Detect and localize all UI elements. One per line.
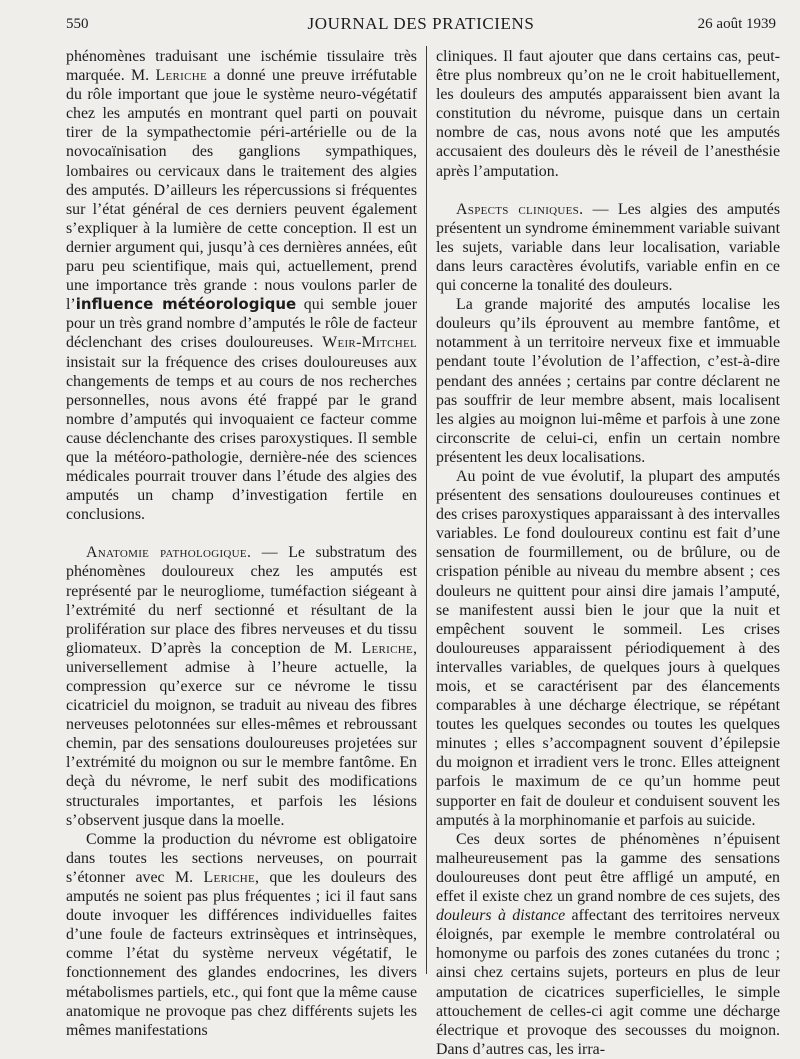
emphasis-distant-pain: douleurs à distance [436, 907, 566, 925]
page-number: 550 [66, 16, 89, 32]
right-column [436, 47, 781, 1058]
column-divider [426, 46, 427, 974]
paragraph-clinical-continuation: cliniques. Il faut ajouter que dans certains cas, peut-être plus nombreux qu’on ne le croit habituellement, les douleurs des amputés apparaissent bien avant la constitution du névrome, puisque dans un certain nombre de cas, nous avons noté que les amputés accusaient des douleurs dès le réveil de l’anesthésie après l’amputation. [436, 48, 780, 180]
emphasis-meteorological: influence météorologique [75, 295, 297, 314]
issue-date: 26 août 1939 [697, 16, 776, 32]
left-column [66, 47, 417, 1039]
section-heading-clinical: Aspects cliniques. [456, 200, 584, 218]
author-name: Weir-Mitchel [322, 334, 417, 352]
journal-title: JOURNAL DES PRATICIENS [307, 14, 535, 33]
paragraph-neuroma: Comme la production du névrome est obligatoire dans toutes les sections nerveuses, on pourrait s’étonner avec M. Leriche, que les douleurs des amputés ne soient pas plus fréquentes ; ici il faut sans doute invoquer les différences individuelles faites d’une foule de facteurs extrinsèques et intrinsèques, comme l’état du système nerveux végétatif, le fonctionnement des glandes endocrines, les divers métabolismes partiels, etc., qui font que la même cause anatomique ne provoque pas chez différents sujets les mêmes manifestations [66, 830, 417, 1039]
paragraph-localisation: La grande majorité des amputés localise les douleurs qu’ils éprouvent au membre fantôme, et notamment à un territoire nerveux fixe et immuable pendant toute l’évolution de l’affection, c’est-à-dire pendant des années ; certains par contre déclarent ne pas souffrir de leur membre absent, mais localisent les algies au moignon lui-même et parfois à une zone circonscrite de celui-ci, enfin un certain nombre présentent les deux localisations. [436, 296, 780, 466]
paragraph-clinical-aspects: Aspects cliniques. — Les algies des amputés présentent un syndrome éminemment variable suivant les sujets, variable dans leur localisation, variable dans leurs caractères évolutifs, variable enfin en ce qui concerne la tonalité des douleurs. [436, 200, 781, 295]
paragraph-pathology: Anatomie pathologique. — Le substratum des phénomènes douloureux chez les amputés est représenté par le neurogliome, tuméfaction siégeant à l’extrémité du nerf sectionné et résultant de la prolifération sur place des fibres nerveuses et du tissu gliomateux. D’après la conception de M. Leriche, universellement admise à l’heure actuelle, la compression qu’exerce sur ce névrome le tissu cicatriciel du moignon, se traduit au niveau des fibres nerveuses pelotonnées sur elles-mêmes et rebroussant chemin, par des sensations douloureuses projetées sur l’extrémité du moignon ou sur le membre fantôme. En deçà du névrome, le nerf subit des modifications structurales importantes, et parfois les lésions s’observent jusque dans la moelle. [66, 544, 417, 829]
paragraph-distant-pain: Ces deux sortes de phénomènes n’épuisent malheureusement pas la gamme des sensations douloureuses dont peut être affligé un amputé, en effet il existe chez un grand nombre de ces sujets, des douleurs à distance affectant des territoires nerveux éloignés, par exemple le membre controlatéral ou homonyme ou parfois des zones cutanées du tronc ; ainsi chez certains sujets, porteurs en plus de leur amputation de cicatrices superficielles, le simple attouchement de celles-ci agit comme une décharge électrique et provoque des secousses du moignon. Dans d’autres cas, les irra- [436, 830, 781, 1058]
running-header [66, 14, 776, 38]
author-name: Leriche [361, 639, 414, 657]
author-name: Leriche [203, 868, 255, 886]
paragraph-evolution: Au point de vue évolutif, la plupart des amputés présentent des sensations douloureuses continues et des crises paroxystiques apparaissant à des intervalles variables. Le fond douloureux continu est fait d’une sensation de fourmillement, ou de brûlure, ou de crispation pénible au niveau du membre absent ; ces douleurs ne quittent pour ainsi dire jamais l’amputé, se manifestent aussi bien le jour que la nuit et empêchent souvent le sommeil. Les crises douloureuses apparaissent périodiquement à des intervalles variables, de quelques jours à quelques mois, et se caractérisent par des élancements comparables à une décharge électrique, se répétant toutes les quelques secondes ou toutes les quelques minutes ; elles s’accompagnent souvent d’épilepsie du moignon et irradient vers le tronc. Elles atteignent parfois le maximum de ce qu’un homme peut supporter en fait de douleur et conduisent souvent les amputés à la morphinomanie et parfois au suicide. [436, 467, 780, 829]
author-name: Leriche [155, 67, 208, 85]
section-heading-pathology: Anatomie pathologique. [86, 544, 252, 562]
paragraph-ischemia: phénomènes traduisant une ischémie tissulaire très marquée. M. Leriche a donné une preuve irréfutable du rôle important que joue le système neuro-végétatif chez les amputés en montrant quel parti on pouvait tirer de la sympathectomie péri-artérielle ou de la novocaïnisation des ganglions sympathiques, lombaires ou cervicaux dans le traitement des algies des amputés. D’ailleurs les répercussions si fréquentes sur l’état général de ces derniers peuvent également s’expliquer à la lumière de cette conception. Il est un dernier argument qui, jusqu’à ces dernières années, eût paru peu scientifique, mais qui, actuellement, prend une importance très grande : nous voulons parler de l’influence météorologique qui semble jouer pour un très grand nombre d’amputés le rôle de facteur déclenchant des crises douloureuses. Weir-Mitchel insistait sur la fréquence des crises douloureuses aux changements de temps et au cours de nos recherches personnelles, nous avons été frappé par le grand nombre d’amputés qui invoquaient ce facteur comme cause déclenchante des crises paroxystiques. Il semble que la météoro-pathologie, dernière-née des sciences médicales pourrait trouver dans l’étude des algies des amputés un champ d’investigation fertile en conclusions. [66, 48, 417, 524]
